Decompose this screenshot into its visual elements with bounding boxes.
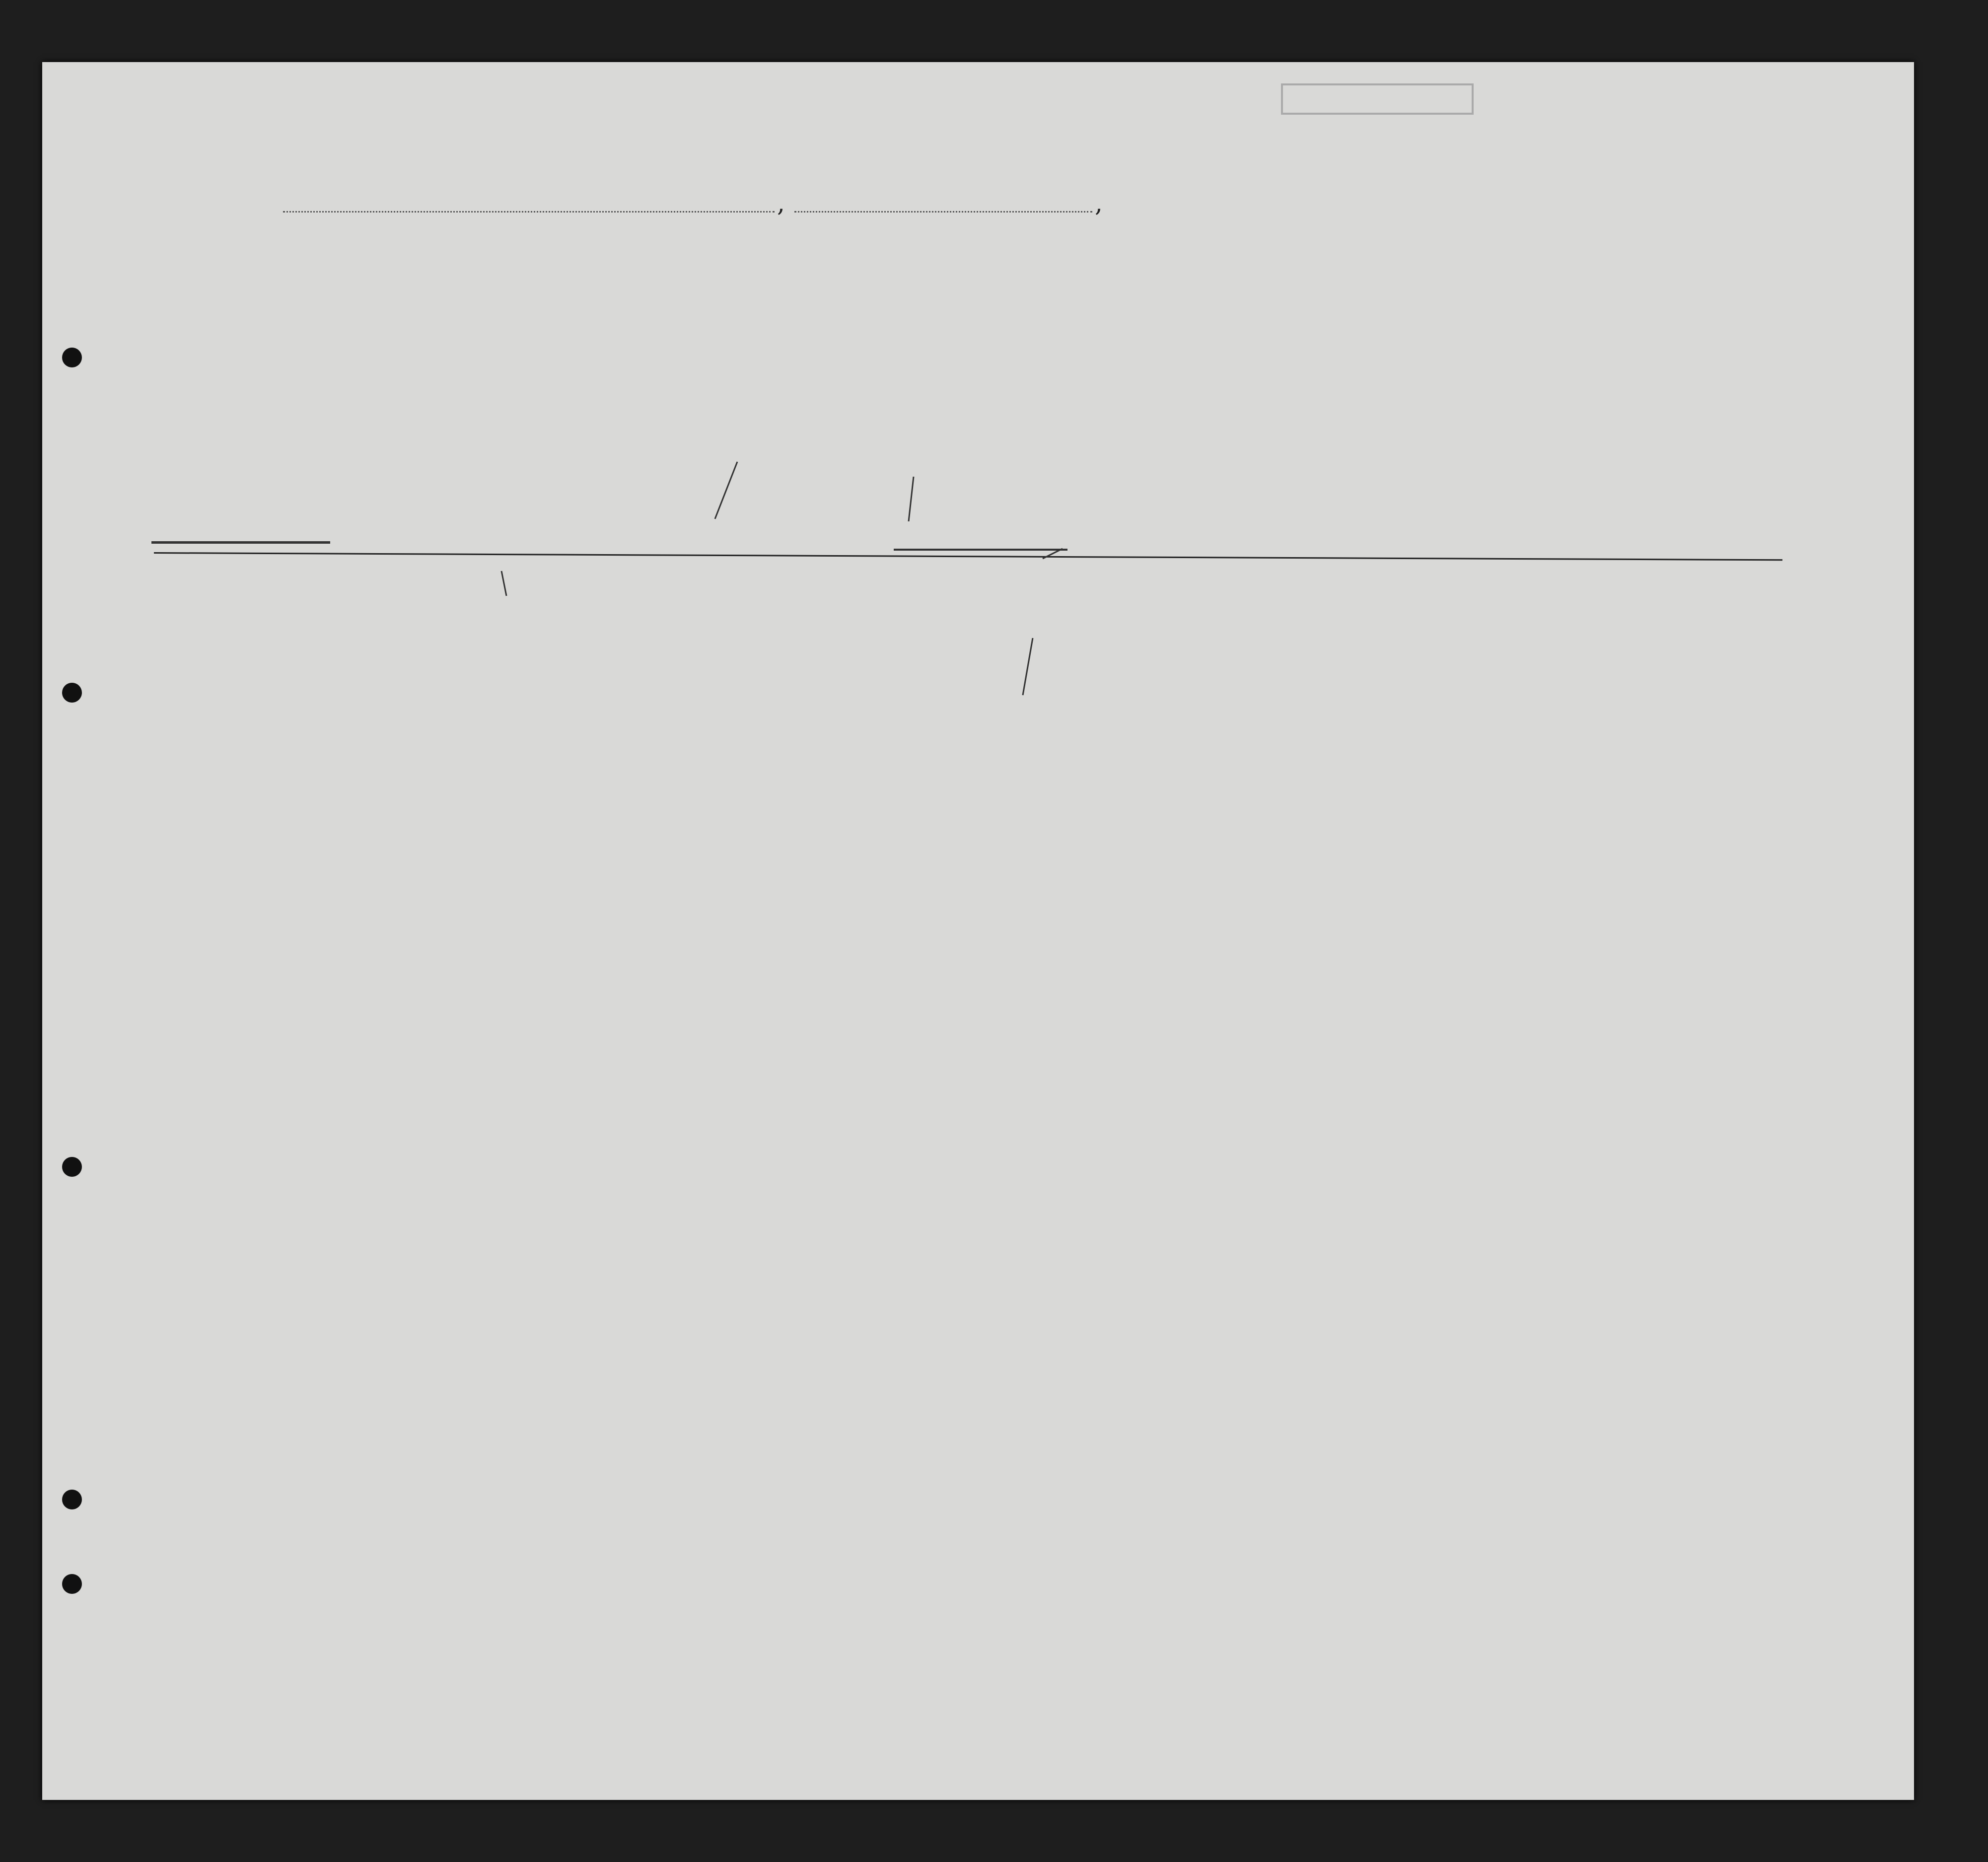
comma: , xyxy=(777,189,785,217)
comma: , xyxy=(1095,189,1103,217)
